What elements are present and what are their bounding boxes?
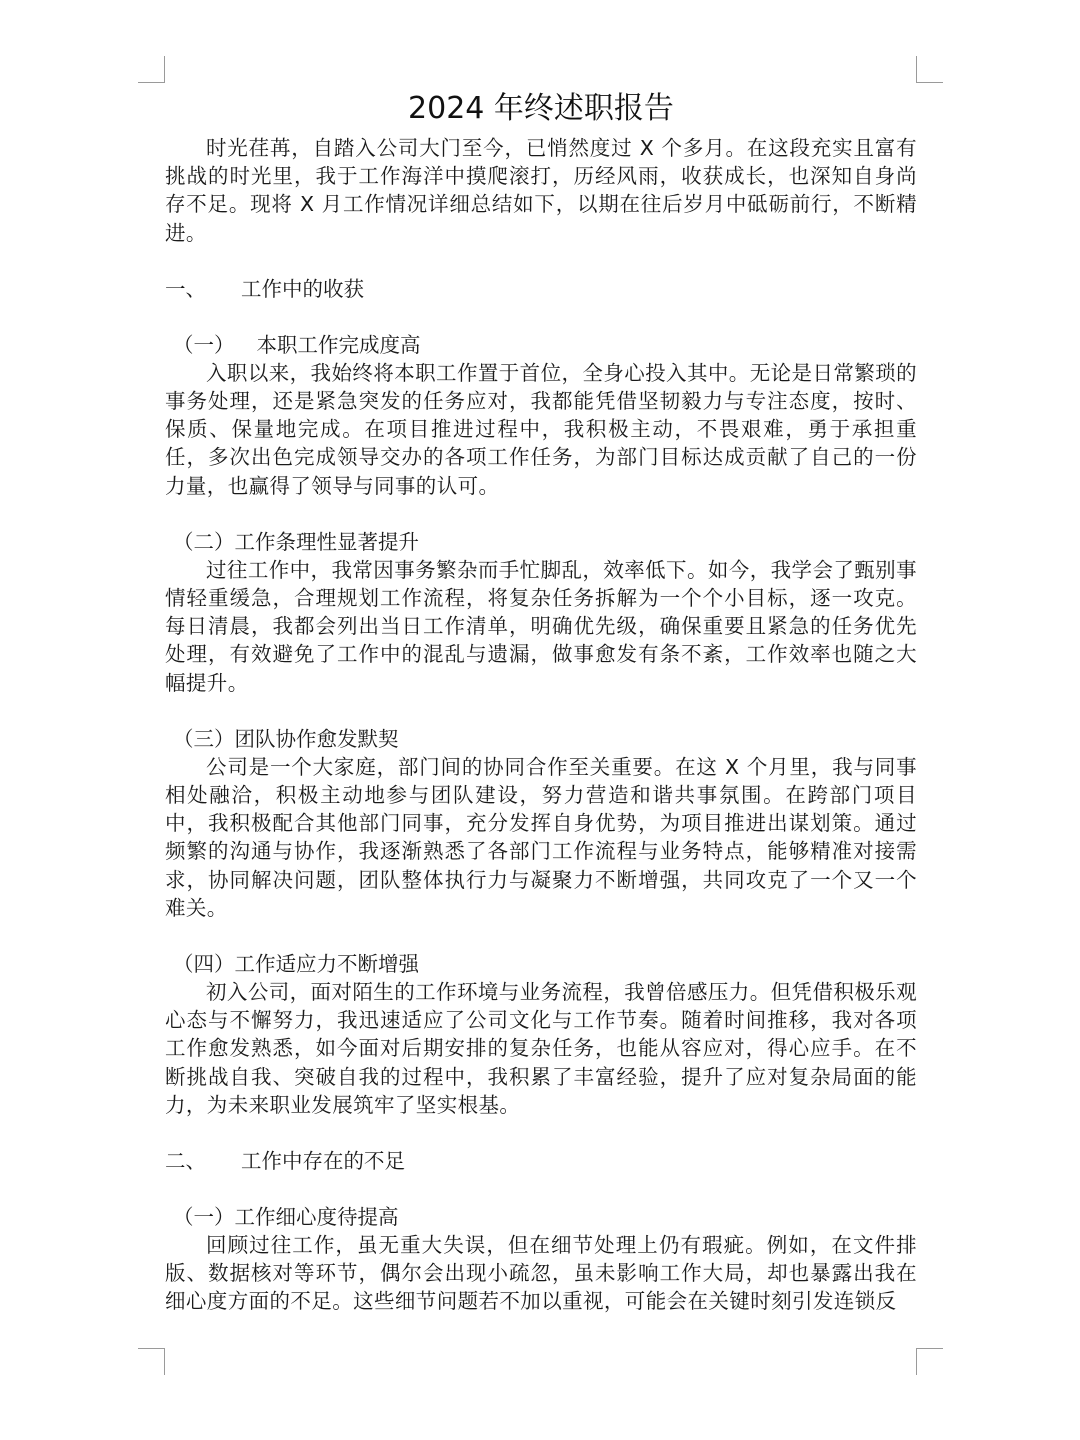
- subsection-body-1-4: 初入公司，面对陌生的工作环境与业务流程，我曾倍感压力。但凭借积极乐观心态与不懈努力，我迅速适应了公司文化与工作节奏。随着时间推移，我对各项工作愈发熟悉，如今面对后期安排的复杂任务，也能从容应对，得心应手。在不断挑战自我、突破自我的过程中，我积累了丰富经验，提升了应对复杂局面的能力，为未来职业发展筑牢了坚实根基。: [165, 980, 917, 1117]
- subsection-heading-2-1: [165, 1203, 917, 1231]
- document-title: 2024 年终述职报告: [408, 91, 674, 126]
- subsection-number: （一）: [173, 332, 235, 357]
- subsection-body-1-2: 过往工作中，我常因事务繁杂而手忙脚乱，效率低下。如今，我学会了甄别事情轻重缓急，合理规划工作流程，将复杂任务拆解为一个个小目标，逐一攻克。每日清晨，我都会列出当日工作清单，明确优先级，确保重要且紧急的任务优先处理，有效避免了工作中的混乱与遗漏，做事愈发有条不紊，工作效率也随之大幅提升。: [165, 557, 917, 695]
- page-corner-mark-top-left: [138, 56, 165, 83]
- section-number: 二、: [165, 1149, 206, 1174]
- document-page: [165, 88, 917, 1316]
- subsection-number: （一）: [173, 1205, 235, 1230]
- subsection-title: 团队协作愈发默契: [234, 726, 399, 751]
- subsection-title: 工作细心度待提高: [234, 1205, 399, 1230]
- subsection-heading-1-3: [165, 725, 917, 753]
- page-corner-mark-bottom-left: [138, 1348, 165, 1375]
- subsection-title: 工作条理性显著提升: [234, 529, 419, 554]
- subsection-body-2-1: 回顾过往工作，虽无重大失误，但在细节处理上仍有瑕疵。例如，在文件排版、数据核对等环节，偶尔会出现小疏忽，虽未影响工作大局，却也暴露出我在细心度方面的不足。这些细节问题若不加以重视，可能会在关键时刻引发连锁反: [165, 1233, 917, 1314]
- subsection-number: （二）: [173, 529, 235, 554]
- page-corner-mark-bottom-right: [916, 1348, 943, 1375]
- section-title: 工作中存在的不足: [241, 1149, 405, 1174]
- subsection-number: （四）: [173, 952, 235, 977]
- section-number: 一、: [165, 276, 206, 301]
- subsection-body-1-3: 公司是一个大家庭，部门间的协同合作至关重要。在这 X 个月里，我与同事相处融洽，积极主动地参与团队建设，努力营造和谐共事氛围。在跨部门项目中，我积极配合其他部门同事，充分发挥自身优势，为项目推进出谋划策。通过频繁的沟通与协作，我逐渐熟悉了各部门工作流程与业务特点，能够精准对接需求，协同解决问题，团队整体执行力与凝聚力不断增强，共同攻克了一个又一个难关。: [165, 754, 917, 920]
- subsection-number: （三）: [173, 726, 235, 751]
- subsection-heading-1-4: [165, 950, 917, 978]
- section-heading-1: [165, 275, 917, 303]
- subsection-title: 本职工作完成度高: [256, 332, 421, 357]
- subsection-body-1-1: 入职以来，我始终将本职工作置于首位，全身心投入其中。无论是日常繁琐的事务处理，还是紧急突发的任务应对，我都能凭借坚韧毅力与专注态度，按时、保质、保量地完成。在项目推进过程中，我积极主动，不畏艰难，勇于承担重任，多次出色完成领导交办的各项工作任务，为部门目标达成贡献了自己的一份力量，也赢得了领导与同事的认可。: [165, 360, 917, 498]
- subsection-heading-1-2: [165, 528, 917, 556]
- subsection-title: 工作适应力不断增强: [234, 952, 419, 977]
- section-heading-2: [165, 1147, 917, 1175]
- subsection-heading-1-1: [165, 331, 917, 359]
- intro-paragraph: 时光荏苒，自踏入公司大门至今，已悄然度过 X 个多月。在这段充实且富有挑战的时光里，我于工作海洋中摸爬滚打，历经风雨，收获成长，也深知自身尚存不足。现将 X 月工作情况详细总结如下，以期在往后岁月中砥砺前行，不断精进。: [165, 136, 917, 245]
- section-title: 工作中的收获: [241, 276, 364, 301]
- page-corner-mark-top-right: [916, 56, 943, 83]
